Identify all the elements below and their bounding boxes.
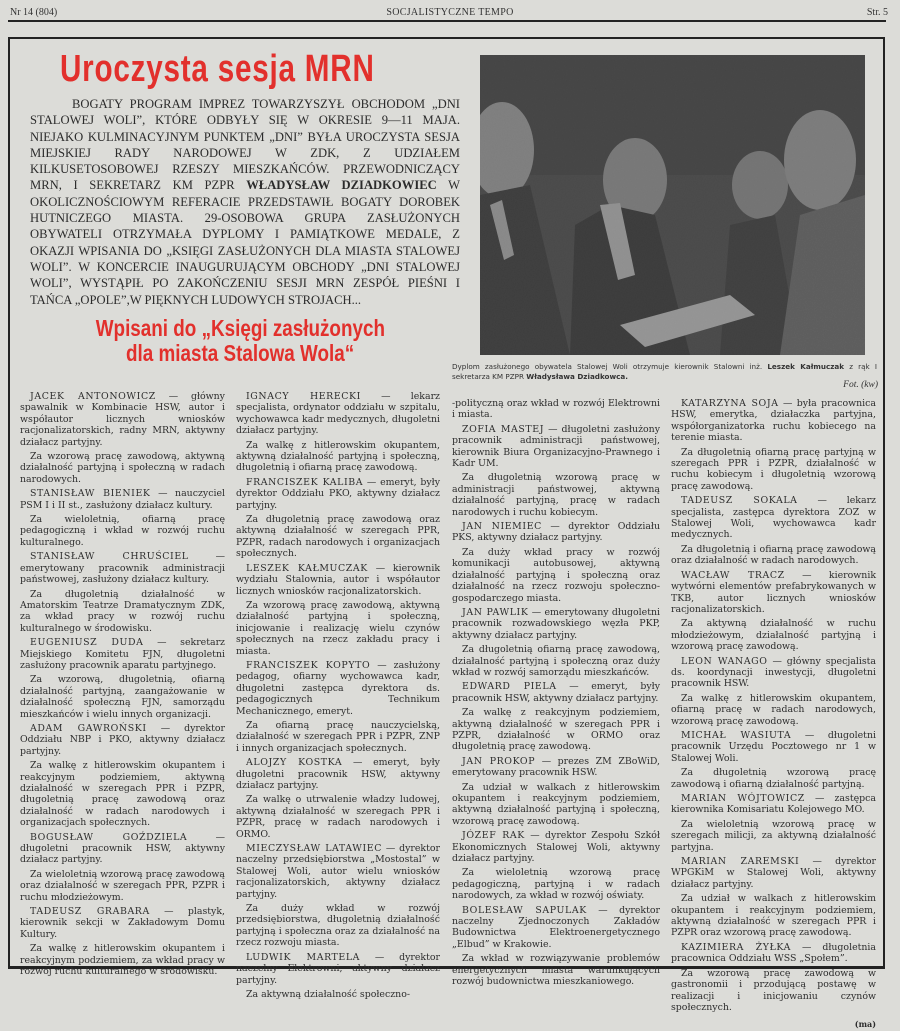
honoree-merit: Za walkę z reakcyjnym podziemiem, aktywną działalność w szeregach PPR i PZPR, działalność w ORMO oraz długoletnią pracę zawodową. [452, 707, 660, 753]
honoree-name: TADEUSZ GRABARA [30, 906, 150, 918]
honoree-name: JACEK ANTONOWICZ [30, 391, 156, 402]
subheading-line-2: dla miasta Stalowa Wola“ [125, 340, 355, 366]
honoree-description: — dyrektor naczelny Zjednoczonych Zakładów Budownictwa Elektroenergetycznego „Elbud” w Krakowie. [452, 904, 660, 950]
honoree-entry [452, 521, 660, 544]
honoree-entry [671, 856, 876, 890]
honoree-merit: Za wieloletnią wzorową pracę w szeregach milicji, za aktywną działalność partyjna. [671, 818, 876, 853]
honoree-name: ADAM GAWROŃSKI [30, 722, 147, 734]
honoree-entry [452, 424, 660, 470]
honoree-description: — dyrektor naczelny Elektrowni, aktywny działacz partyjny. [236, 951, 440, 986]
honoree-entry [236, 660, 440, 717]
subheading-line-1: Wpisani do „Księgi zasłużonych [95, 315, 385, 341]
honoree-name: BOLESŁAW SAPULAK [462, 904, 587, 916]
honoree-name: KAZIMIERA ŻYŁKA [681, 941, 791, 953]
honoree-entry [671, 570, 876, 616]
honoree-description: — emeryt, były pracownik HSW, aktywny działacz partyjny. [452, 681, 660, 704]
honoree-merit: Za aktywną działalność w ruchu młodzieżowym, działalność partyjną i wzorową pracę zawodową. [671, 618, 876, 653]
honoree-merit: Za wieloletnią wzorową pracę pedagogiczną, partyjną i w radach narodowych, za wkład w rozwój oświaty. [452, 867, 660, 902]
honoree-name: STANISŁAW BIENIEK [30, 488, 151, 500]
photo-image [480, 55, 865, 355]
honoree-name: EUGENIUSZ DUDA [30, 637, 144, 649]
photo-caption [452, 362, 877, 381]
honoree-name: FRANCISZEK KALIBA [246, 476, 364, 488]
caption-name-2: Władysława Dziadkowca. [526, 371, 628, 381]
honoree-description: — lekarz specjalista, ordynator oddziału w szpitalu, wychowawca kadr medycznych, długoletni działacz partyjny. [236, 391, 440, 437]
honoree-entry [452, 830, 660, 864]
caption-text: Dyplom zasłużonego obywatela Stalowej Woli otrzymuje kierownik Stalowni inż. [452, 362, 768, 371]
honoree-merit: Za walkę o utrwalenie władzy ludowej, aktywną działalność w szeregach PPR i PZPR, pracę w radach narodowych i ORMO. [236, 794, 440, 840]
honoree-entry [671, 942, 876, 965]
honoree-column-1 [20, 391, 225, 981]
honoree-entry [671, 495, 876, 541]
honoree-merit: Za długoletnią pracę zawodową oraz aktywną działalność w szeregach PPR, PZPR, radach narodowych i organizacjach społecznych. [236, 514, 440, 560]
honoree-merit: Za ofiarną pracę nauczycielską, działalność w szeregach PPR i PZPR, ZNP i innych organizacjach społecznych. [236, 719, 440, 754]
honoree-merit: Za wieloletnią, ofiarną pracę pedagogiczną i wkład w rozwój ruchu kulturalnego. [20, 514, 225, 548]
honoree-entry [452, 756, 660, 779]
honoree-name: MARIAN WÓJTOWICZ [681, 793, 805, 804]
author-signature: (ma) [854, 1019, 876, 1030]
page-number: Str. 5 [866, 7, 888, 18]
honoree-merit: Za udział w walkach z hitlerowskim okupantem i reakcyjnym podziemiem, aktywną działalność w szeregach PPR i PZPR oraz wzorową pracę zawodową. [671, 893, 876, 939]
masthead-rule [8, 20, 886, 22]
honoree-name: EDWARD PIELA [462, 681, 557, 693]
honoree-description: — dyrektor WPGKiM w Stalowej Woli, aktywny działacz partyjny. [671, 856, 876, 890]
honoree-description: — emerytowany długoletni pracownik rozwadowskiego węzła PKP, aktywny działacz partyjny. [452, 606, 661, 641]
honoree-description: — dyrektor naczelny przedsiębiorstwa „Mostostal” w Stalowej Woli, autor wielu wniosków racjonalizatorskich, aktywny działacz partyjny. [236, 843, 440, 900]
honoree-name: WACŁAW TRACZ [681, 569, 785, 581]
honoree-column-3 [452, 398, 660, 991]
caption-name-1: Leszek Kałmuczak [767, 362, 845, 371]
honoree-name: FRANCISZEK KOPYTO [246, 659, 371, 671]
honoree-description: — zastępca kierownika Komisariatu Kolejowego MO. [671, 793, 876, 816]
honoree-entry [20, 832, 225, 866]
honoree-merit: Za walkę z hitlerowskim okupantem, ofiarną pracę w radach narodowych, wzorową pracę zawodową. [671, 692, 876, 727]
honoree-merit: Za długoletnią i ofiarną pracę zawodową oraz działalność w radach narodowych. [671, 543, 876, 567]
honoree-entry [20, 906, 225, 940]
lead-text: BOGATY PROGRAM IMPREZ TOWARZYSZYŁ OBCHODOM „DNI STALOWEJ WOLI”, KTÓRE ODBYŁY SIĘ W OKRESIE 9—11 MAJA. NIEJAKO KULMINACYJNYM PUNKTEM „DNI” BYŁA UROCZYSTA SESJA MIEJSKIEJ RADY NARODOWEJ W ZDK, Z UDZIAŁEM KILKUSETOSOBOWEJ RZESZY MIESZKAŃCÓW. PRZEWODNICZĄCY MRN, I SEKRETARZ KM PZPR [30, 97, 460, 193]
honoree-merit: Za wzorową pracę zawodową w gastronomii i przodującą postawę w realizacji i inicjowaniu czynów społecznych. [671, 967, 876, 1013]
honoree-merit: Za wkład w rozwiązywanie problemów energetycznych miasta warunkujących rozwój budownictwa mieszkaniowego. [452, 953, 660, 988]
honoree-entry [236, 563, 440, 597]
honoree-entry [20, 723, 225, 757]
honoree-description: — długoletnia pracownica Oddziału WSS „Społem”. [671, 941, 877, 965]
honoree-entry [236, 952, 440, 986]
honoree-merit: Za udział w walkach z hitlerowskim okupantem i reakcyjnym podziemiem, aktywną działalność partyjną i społeczną, wzorową pracę zawodową. [452, 781, 660, 827]
honoree-name: MICHAŁ WASIUTA [681, 729, 792, 741]
honoree-description: — dyrektor Oddziału PKS, aktywny działacz partyjny. [452, 521, 660, 544]
honoree-entry [20, 391, 225, 448]
honoree-name: LUDWIK MARTELA [246, 951, 361, 963]
honoree-name: LEON WANAGO [681, 655, 768, 667]
honoree-entry [20, 637, 225, 671]
honoree-merit: Za wzorową, długoletnią, ofiarną działalność partyjną, zaangażowanie w działalność społeczną FJN, samorządu mieszkańców i wielu innych organizacji. [20, 674, 225, 720]
honoree-entry [236, 757, 440, 791]
honoree-name: STANISŁAW CHRUŚCIEL [30, 551, 189, 563]
honoree-entry [20, 488, 225, 511]
honoree-name: MARIAN ZAREMSKI [681, 856, 800, 868]
honoree-description: — emeryt, były dyrektor Oddziału PKO, aktywny działacz partyjny. [236, 476, 440, 511]
honoree-name: KATARZYNA SOJA [681, 398, 779, 409]
honoree-column-2 [236, 391, 440, 1003]
honoree-entry [671, 398, 876, 444]
honoree-description: — dyrektor Oddziału NBP i PKO, aktywny działacz partyjny. [20, 722, 225, 757]
lead-text-continued: W OKOLICZNOŚCIOWYM REFERACIE PRZEDSTAWIŁ BOGATY DOROBEK HUTNICZEGO MIASTA. 29-OSOBOWA GRUPA ZASŁUŻONYCH OBYWATELI OTRZYMAŁA DYPLOMY I PAMIĄTKOWE MEDALE, Z OKAZJI WPISANIA DO „KSIĘGI ZASŁUŻONYCH DLA MIASTA STALOWEJ WOLI”. W KONCERCIE INAUGURUJĄCYM OBCHODY „DNI STALOWEJ WOLI”, WYSTĄPIŁ PO ZAKOŃCZENIU SESJI MRN ZESPÓŁ PIEŚNI I TAŃCA „OPOLE”,W PIĘKNYCH LUDOWYCH STROJACH... [30, 178, 460, 307]
honoree-entry [452, 905, 660, 951]
honoree-entry [671, 730, 876, 764]
honoree-name: JÓZEF RAK [462, 830, 525, 842]
honoree-name: TADEUSZ SOKALA [681, 495, 798, 507]
honoree-name: JAN PAWLIK [462, 606, 529, 618]
honoree-merit: Za walkę z hitlerowskim okupantem, aktywną działalność partyjną i społeczną, długoletnią i ofiarną pracę zawodową. [236, 439, 440, 474]
lead-bold-name: WŁADYSŁAW DZIADKOWIEC [246, 178, 437, 193]
honoree-merit: Za długoletnią ofiarną pracę zawodową, działalność partyjną i społeczną oraz duży wkład w rozwój samorządu mieszkańców. [452, 644, 660, 678]
honoree-merit: Za długoletnią wzorową pracę zawodową i ofiarną działalność partyjną. [671, 767, 876, 790]
honoree-description: — plastyk, kierownik sekcji w Zakładowym Domu Kultury. [20, 906, 225, 940]
honoree-description: — kierownik wytwórni elementów prefabrykowanych w TKB, autor licznych wniosków racjonalizatorskich. [671, 569, 876, 615]
ceremony-photo [480, 55, 865, 355]
honoree-description: — lekarz specjalista, zastępca dyrektora ZOZ w Stalowej Woli, wychowawca kadr medycznych. [671, 495, 876, 541]
caption-text-2: z rąk I sekretarza KM PZPR [452, 362, 877, 381]
honoree-description: — kierownik wydziału Stalownia, autor i współautor licznych wniosków racjonalizatorskich. [236, 562, 441, 597]
honoree-description: — długoletni pracownik HSW, aktywny działacz partyjny. [20, 831, 226, 866]
honoree-merit: Za długoletnią wzorową pracę w administracji państwowej, aktywną działalność partyjną, pracę w radach narodowych i ruchu kobiecym. [452, 472, 660, 518]
honoree-name: LESZEK KAŁMUCZAK [246, 562, 368, 574]
honoree-description: — długoletni pracownik Urzędu Pocztowego nr 1 w Stalowej Woli. [671, 729, 876, 764]
honoree-name: ALOJZY KOSTKA [246, 757, 343, 769]
honoree-merit: Za długoletnią działalność w Amatorskim Teatrze Dramatycznym ZDK, za wkład pracy w rozwój ruchu kulturalnego w środowisku. [20, 588, 225, 634]
section-subheading [20, 316, 460, 366]
honoree-merit: -polityczną oraz wkład w rozwój Elektrowni i miasta. [452, 398, 660, 421]
honoree-merit: Za duży wkład w rozwój przedsiębiorstwa, długoletnią działalność partyjną i społeczna oraz za działalność na rzecz rozwoju miasta. [236, 903, 440, 949]
honoree-merit: Za walkę z hitlerowskim okupantem i reakcyjnym podziemiem, za wkład pracy w rozwój ruchu kulturalnego w środowisku. [20, 943, 225, 978]
honoree-entry [452, 607, 660, 641]
article-headline: Uroczysta sesja MRN [60, 48, 375, 90]
honoree-merit: Za wzorową pracę zawodową, aktywną działalność partyjną i społeczną, inicjowanie i realizację wielu czynów społecznych na rzecz zakładu pracy i miasta. [236, 599, 440, 657]
photo-credit: Fot. (kw) [843, 380, 878, 390]
honoree-name: MIECZYSŁAW LATAWIEC [246, 843, 382, 855]
honoree-description: — dyrektor Zespołu Szkół Ekonomicznych Stalowej Woli, aktywny działacz partyjny. [452, 830, 660, 865]
newspaper-title: SOCJALISTYCZNE TEMPO [386, 7, 514, 18]
honoree-description: — emeryt, były długoletni pracownik HSW, aktywny działacz partyjny. [236, 757, 440, 791]
honoree-name: IGNACY HERECKI [246, 391, 361, 402]
honoree-entry [236, 843, 440, 900]
honoree-merit: Za walkę z hitlerowskim okupantem i reakcyjnym podziemiem, aktywną działalność w szeregach PPR i PZPR, długoletnią pracę zawodową oraz działalność w radach narodowych i organizacjach społecznych. [20, 760, 225, 829]
honoree-merit: Za aktywną działalność społeczno- [246, 988, 411, 1000]
honoree-merit: Za wzorową pracę zawodową, aktywną działalność partyjną i społeczną w radach narodowych. [20, 451, 225, 485]
honoree-description: — prezes ZM ZBoWiD, emerytowany pracownik HSW. [452, 755, 660, 779]
honoree-column-4 [671, 398, 876, 1031]
honoree-description: — zasłużony pedagog, ofiarny wychowawca kadr, długoletni zastępca dyrektora ds. pedagogicznych Technikum Mechanicznego, emeryt. [236, 659, 440, 717]
honoree-name: BOGUSŁAW GOŹDZIELA [30, 831, 188, 843]
honoree-name: JAN PROKOP [462, 755, 536, 767]
honoree-entry [236, 477, 440, 511]
honoree-name: JAN NIEMIEC [462, 521, 542, 533]
honoree-merit: Za duży wkład pracy w rozwój komunikacji autobusowej, aktywną działalność partyjną i społeczną oraz działalność na rzecz rozwoju społeczno-gospodarczego miasta. [452, 546, 660, 604]
issue-number: Nr 14 (804) [10, 7, 58, 18]
honoree-entry [20, 551, 225, 585]
honoree-description: — główny specjalista ds. koordynacji inwestycji, długoletni pracownik HSW. [671, 655, 876, 690]
honoree-entry [671, 656, 876, 690]
honoree-description: — była pracownica HSW, emerytka, działaczka partyjna, współorganizatorka ruchu kobiecego na terenie miasta. [671, 398, 876, 444]
honoree-description: — nauczyciel PSM I i II st., zasłużony działacz kultury. [20, 488, 225, 511]
honoree-entry [452, 681, 660, 704]
honoree-name: ZOFIA MASTEJ [462, 423, 545, 435]
honoree-description: — emerytowany pracownik administracji państwowej, zasłużony działacz kultury. [20, 551, 225, 586]
honoree-description: — długoletni zasłużony pracownik administracji państwowej, kierownik Biura Organizacyjno-Prawnego i Kadr UM. [452, 423, 660, 470]
article-lead [30, 96, 460, 308]
honoree-entry [236, 391, 440, 437]
honoree-entry [671, 793, 876, 816]
honoree-description: — sekretarz Miejskiego Komitetu FJN, długoletni zasłużony pracownik aparatu partyjnego. [20, 637, 225, 671]
honoree-description: — główny spawalnik w Kombinacie HSW, autor i współautor licznych wniosków racjonalizatorskich, radny MRN, aktywny działacz partyjny. [20, 391, 225, 448]
honoree-merit: Za długoletnią ofiarną pracę partyjną w szeregach PPR i PZPR, działalność w ruchu kobiecym i długoletnią wzorową pracę zawodową. [671, 446, 876, 492]
honoree-merit: Za wieloletnią wzorową pracę zawodową oraz działalność w szeregach PPR, PZPR i ruchu młodzieżowym. [20, 868, 225, 903]
